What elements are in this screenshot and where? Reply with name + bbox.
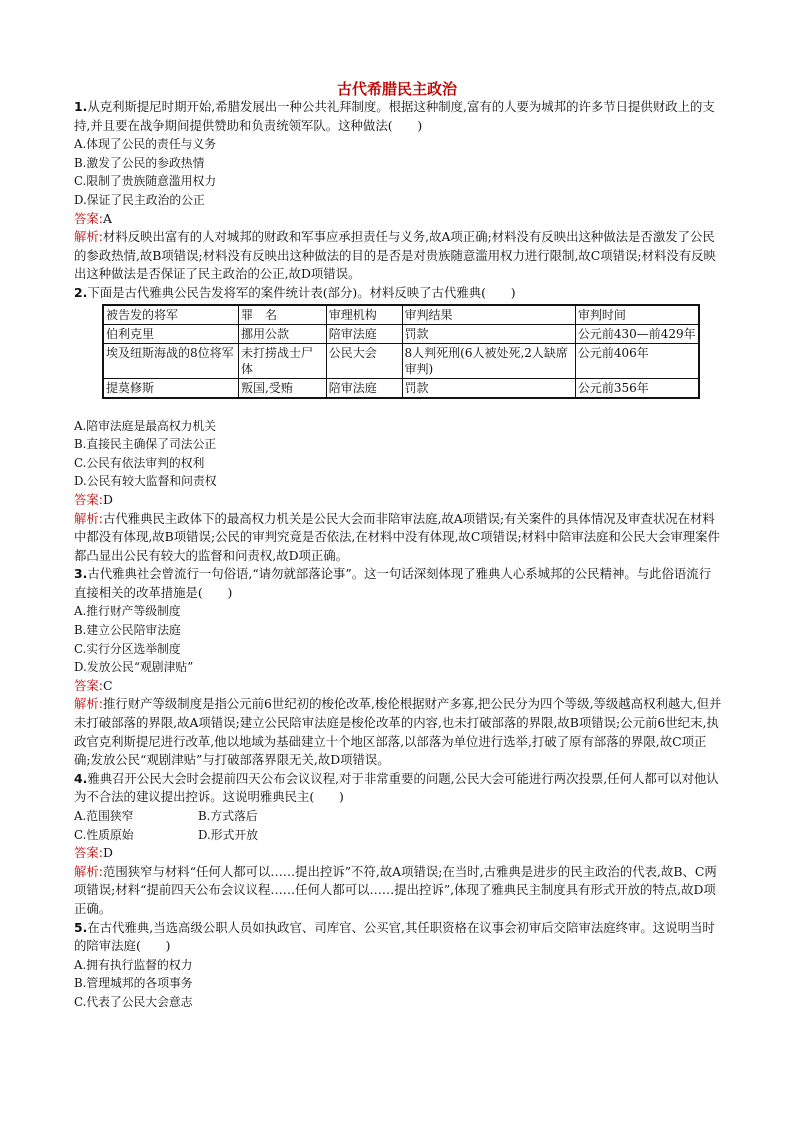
option-c: C.公民有依法审判的权利: [74, 455, 205, 470]
option-a: A.范围狭窄: [74, 809, 134, 823]
option-a: A.体现了公民的责任与义务: [74, 137, 217, 152]
answer-value: D: [102, 491, 113, 507]
question-text: 在古代雅典,当选高级公职人员如执政官、司库官、公买官,其任职资格在议事会初审后交陪审法庭终审。这说明当时的陪审法庭( ): [74, 919, 715, 954]
option-a: A.拥有执行监督的权力: [74, 957, 193, 972]
question-2: [74, 284, 722, 565]
question-number: 4.: [74, 770, 88, 786]
table-row: [103, 343, 699, 378]
table-header-cell: 审判时间: [575, 305, 699, 325]
analysis-label: 解析:: [74, 863, 103, 879]
case-statistics-table: [102, 304, 700, 399]
table-cell: 陪审法庭: [326, 324, 402, 343]
table-cell: 叛国,受贿: [239, 378, 327, 398]
answer-label: 答案:: [74, 845, 103, 861]
option-b: B.直接民主确保了司法公正: [74, 437, 217, 452]
option-d: D.保证了民主政治的公正: [74, 192, 205, 207]
table-cell: 罚款: [402, 324, 575, 343]
table-row: [103, 324, 699, 343]
question-5: [74, 919, 722, 1012]
answer-value: C: [102, 677, 113, 693]
document-title: 古代希腊民主政治: [336, 80, 457, 98]
question-number: 3.: [74, 566, 88, 582]
option-a: A.陪审法庭是最高权力机关: [74, 418, 217, 433]
answer-label: 答案:: [74, 677, 103, 693]
answer-value: A: [102, 210, 112, 226]
option-c: C.实行分区选举制度: [74, 641, 181, 656]
analysis-line: [74, 695, 722, 769]
table-cell: 公元前406年: [575, 343, 699, 378]
table-row: [103, 378, 699, 398]
table-header-cell: 审判结果: [402, 305, 575, 325]
table-cell: 埃及纽斯海战的8位将军: [103, 343, 239, 378]
option-c: C.限制了贵族随意滥用权力: [74, 174, 217, 189]
question-3: [74, 565, 722, 770]
analysis-label: 解析:: [74, 510, 103, 526]
answer-label: 答案:: [74, 491, 103, 507]
table-header-cell: 审理机构: [326, 305, 402, 325]
analysis-text: 古代雅典民主政体下的最高权力机关是公民大会而非陪审法庭,故A项错误;有关案件的具体情况及审查状况在材料中都没有体现,故B项错误;公民的审判究竟是否依法,在材料中没有体现,故C项错误;材料中陪审法庭和公民大会审理案件都凸显出公民有较大的监督和问责权,故D项正确。: [74, 510, 720, 563]
question-1: [74, 98, 722, 284]
option-b: B.建立公民陪审法庭: [74, 623, 181, 638]
answer-label: 答案:: [74, 210, 103, 226]
table-cell: 公元前430—前429年: [575, 324, 699, 343]
option-a: A.推行财产等级制度: [74, 604, 181, 619]
analysis-label: 解析:: [74, 229, 103, 245]
option-c: C.代表了公民大会意志: [74, 994, 193, 1009]
question-number: 5.: [74, 919, 88, 935]
question-stem: [74, 919, 722, 956]
option-b: B.激发了公民的参政热情: [74, 155, 205, 170]
analysis-line: [74, 863, 722, 919]
question-4: [74, 770, 722, 919]
answer-line: [74, 844, 722, 863]
analysis-label: 解析:: [74, 696, 103, 712]
analysis-text: 材料反映出富有的人对城邦的财政和军事应承担责任与义务,故A项正确;材料没有反映出这种做法是否激发了公民的参政热情,故B项错误;材料没有反映出这种做法的目的是否是对贵族随意滥用权力进行限制,故C项错误;材料没有反映出这种做法是否保证了民主政治的公正,故D项错误。: [74, 229, 716, 282]
analysis-line: [74, 228, 722, 284]
analysis-text: 范围狭窄与材料“任何人都可以……提出控诉”不符,故A项错误;在当时,古雅典是进步的民主政治的代表,故B、C两项错误;材料“提前四天公布会议议程……任何人都可以……提出控诉”,体现了雅典民主制度具有形式开放的特点,故D项正确。: [74, 863, 717, 916]
question-stem: [74, 98, 722, 135]
document-body: [74, 98, 722, 1012]
table-cell: 公元前356年: [575, 378, 699, 398]
question-stem: [74, 565, 722, 602]
answer-line: [74, 210, 722, 229]
table-cell: 提莫修斯: [103, 378, 239, 398]
table-header-cell: 罪 名: [239, 305, 327, 325]
question-stem: [74, 770, 722, 807]
table-cell: 罚款: [402, 378, 575, 398]
question-text: 下面是古代雅典公民告发将军的案件统计表(部分)。材料反映了古代雅典( ): [87, 284, 516, 300]
options-row-cd: [74, 826, 722, 845]
question-stem: [74, 284, 722, 303]
question-number: 2.: [74, 284, 88, 300]
table-header-cell: 被告发的将军: [103, 305, 239, 325]
table-cell: 公民大会: [326, 343, 402, 378]
option-d: D.公民有较大监督和问责权: [74, 474, 217, 489]
table-cell: 陪审法庭: [326, 378, 402, 398]
option-b: B.管理城邦的各项事务: [74, 976, 193, 991]
question-text: 雅典召开公民大会时会提前四天公布会议议程,对于非常重要的问题,公民大会可能进行两次投票,任何人都可以对他认为不合法的建议提出控诉。这说明雅典民主( ): [74, 770, 719, 805]
table-cell: 8人判死刑(6人被处死,2人缺席审判): [402, 343, 575, 378]
answer-line: [74, 677, 722, 696]
table-cell: 未打捞战士尸体: [239, 343, 327, 378]
option-d: D.形式开放: [198, 827, 258, 842]
option-c: C.性质原始: [74, 827, 134, 842]
answer-line: [74, 491, 722, 510]
option-d: D.发放公民“观剧津贴”: [74, 660, 194, 675]
answer-value: D: [102, 845, 113, 861]
table-cell: 挪用公款: [239, 324, 327, 343]
table-header-row: [103, 305, 699, 325]
analysis-text: 推行财产等级制度是指公元前6世纪初的梭伦改革,梭伦根据财产多寡,把公民分为四个等级,等级越高权利越大,但并未打破部落的界限,故A项错误;建立公民陪审法庭是梭伦改革的内容,也未打破部落的界限,故B项错误;公元前6世纪末,执政官克利斯提尼进行改革,他以地域为基础建立十个地区部落,以部落为单位进行选举,打破了原有部落的界限,故C项正确;发放公民“观剧津贴”与打破部落界限无关,故D项错误。: [74, 696, 722, 768]
options-row-ab: [74, 807, 722, 826]
table-cell: 伯利克里: [103, 324, 239, 343]
question-text: 从克利斯提尼时期开始,希腊发展出一种公共礼拜制度。根据这种制度,富有的人要为城邦的许多节日提供财政上的支持,并且要在战争期间提供赞助和负责统领军队。这种做法( ): [74, 99, 715, 133]
question-text: 古代雅典社会曾流行一句俗语,“请勿就部落论事”。这一句话深刻体现了雅典人心系城邦的公民精神。与此俗语流行直接相关的改革措施是( ): [74, 566, 712, 600]
option-b: B.方式落后: [198, 809, 258, 823]
analysis-line: [74, 510, 722, 566]
spacer: [74, 399, 722, 417]
question-number: 1.: [74, 99, 88, 114]
